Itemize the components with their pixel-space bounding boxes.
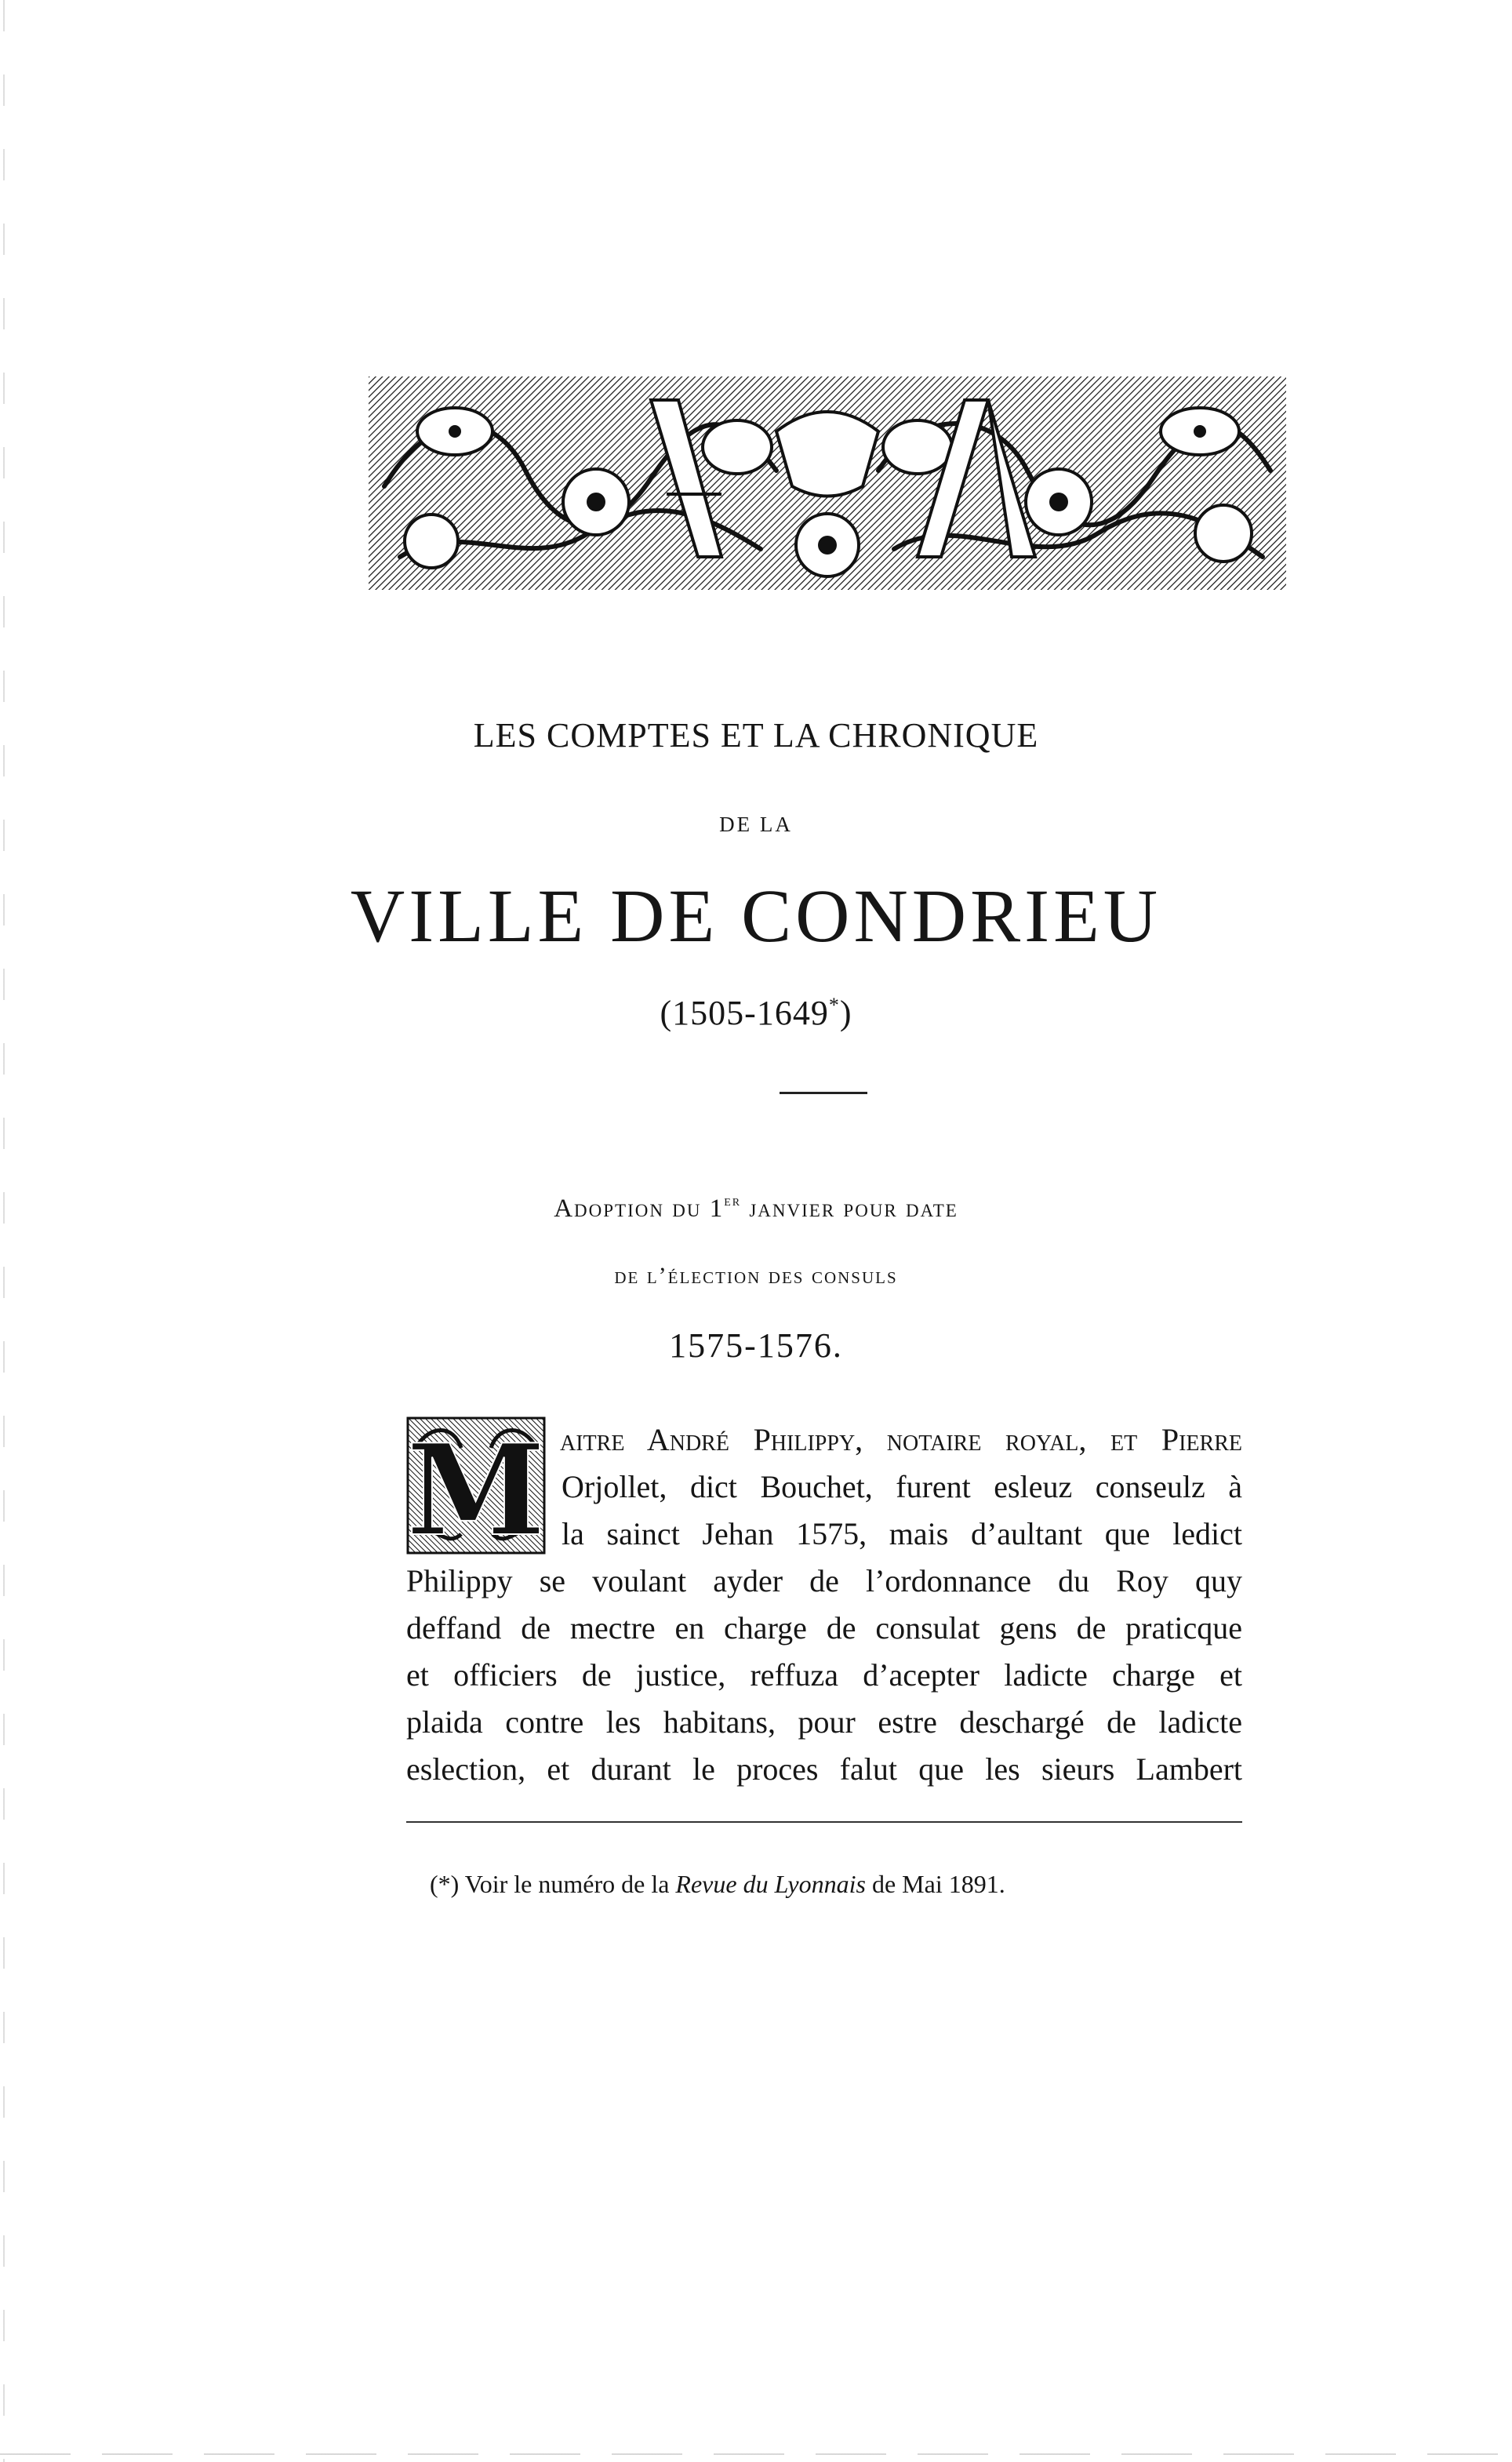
body-line-1-text: aitre André Philippy, notaire royal, et Pierre xyxy=(560,1422,1242,1457)
title-dates-asterisk: * xyxy=(828,994,840,1016)
footnote-rule xyxy=(406,1821,1242,1823)
body-line-6: et officiers de justice, reffuza d’acepter ladicte charge et xyxy=(406,1657,1242,1693)
title-divider xyxy=(780,1092,867,1094)
section-heading-b: janvier pour date xyxy=(741,1195,958,1223)
title-dates-close: ) xyxy=(839,994,852,1032)
footnote-journal: Revue du Lyonnais xyxy=(675,1870,866,1898)
body-line-5: deffand de mectre en charge de consulat gens de praticque xyxy=(406,1610,1242,1646)
footnote-mark: (*) xyxy=(430,1870,460,1898)
scan-edge-bottom xyxy=(0,2453,1512,2455)
body-line-3: la sainct Jehan 1575, mais d’aultant que ledict xyxy=(562,1516,1242,1551)
body-line-8: eslection, et durant le proces falut que les sieurs Lambert xyxy=(406,1751,1242,1787)
section-heading-line2: de l’élection des consuls xyxy=(614,1263,898,1289)
title-de-la: DE LA xyxy=(719,813,793,836)
footnote-text-a: Voir le numéro de la xyxy=(459,1870,676,1898)
title-dates-text: (1505-1649 xyxy=(660,994,829,1032)
scan-edge-left xyxy=(3,0,5,2462)
ornamental-headpiece xyxy=(369,376,1286,590)
page-title: VILLE DE CONDRIEU xyxy=(350,874,1162,958)
body-line-7: plaida contre les habitans, pour estre deschargé de ladicte xyxy=(406,1704,1242,1740)
dropcap-ornament xyxy=(406,1416,546,1555)
title-dates xyxy=(0,993,1512,1033)
section-heading-sup: er xyxy=(724,1192,742,1209)
title-top: LES COMPTES ET LA CHRONIQUE xyxy=(473,716,1039,755)
dropcap-letter: M xyxy=(406,1416,546,1555)
body-line-4: Philippy se voulant ayder de l’ordonnance du Roy quy xyxy=(406,1563,1242,1598)
section-years: 1575-1576. xyxy=(669,1326,843,1365)
body-line-1 xyxy=(560,1416,1242,1464)
footnote xyxy=(430,1870,1005,1899)
body-line-2: Orjollet, dict Bouchet, furent esleuz conseulz à xyxy=(562,1469,1242,1504)
section-heading-line1 xyxy=(0,1192,1512,1224)
footnote-text-b: de Mai 1891. xyxy=(865,1870,1005,1898)
section-heading-a: Adoption du 1 xyxy=(554,1195,725,1223)
